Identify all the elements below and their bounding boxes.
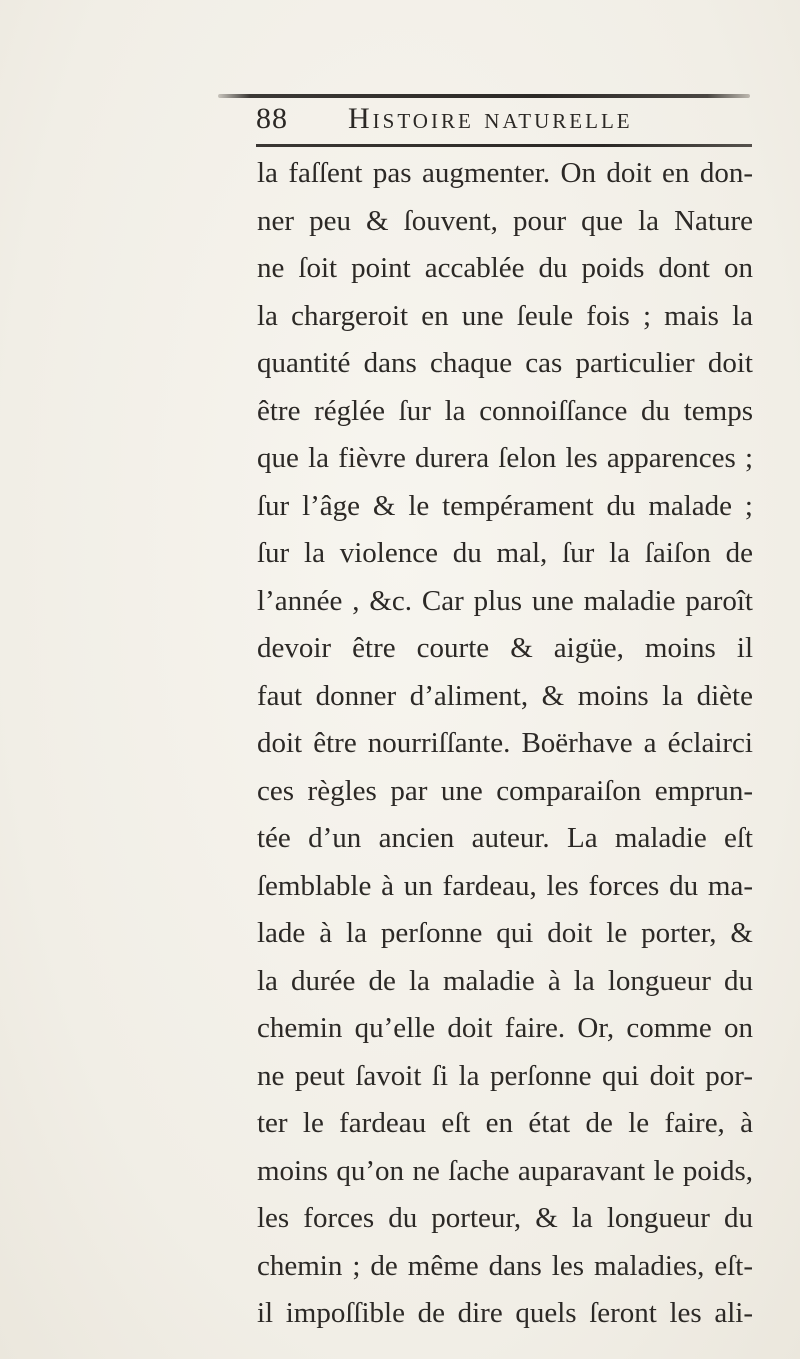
text-line: ſur l’âge & le tempérament du malade ; <box>257 489 753 522</box>
text-line: la chargeroit en une ſeule fois ; mais la <box>257 299 753 332</box>
text-line: la faſſent pas augmenter. On doit en don- <box>257 157 753 189</box>
page-header <box>256 102 726 142</box>
text-line: il impoſſible de dire quels ſeront les ali- <box>257 1297 753 1329</box>
text-line: quantité dans chaque cas particulier doit <box>257 347 753 379</box>
top-ink-rule <box>218 94 750 98</box>
text-line: doit être nourriſſante. Boërhave a éclairci <box>257 727 753 759</box>
header-rule <box>256 144 752 147</box>
text-line: chemin qu’elle doit faire. Or, comme on <box>257 1012 753 1044</box>
text-line: que la fièvre durera ſelon les apparences ; <box>257 442 753 474</box>
running-head: Histoire naturelle <box>348 102 633 135</box>
text-line: ces règles par une comparaiſon emprun- <box>257 774 753 807</box>
text-line: tée d’un ancien auteur. La maladie eſt <box>257 822 753 854</box>
text-line: ter le fardeau eſt en état de le faire, à <box>257 1107 753 1139</box>
text-line: lade à la perſonne qui doit le porter, & <box>257 917 753 949</box>
text-line: être réglée ſur la connoiſſance du temps <box>257 394 753 427</box>
text-line: ne ſoit point accablée du poids dont on <box>257 252 753 284</box>
text-line: devoir être courte & aigüe, moins il <box>257 632 753 664</box>
text-line: ſemblable à un fardeau, les forces du ma- <box>257 869 753 902</box>
text-line: ſur la violence du mal, ſur la ſaiſon de <box>257 537 753 569</box>
body-text <box>257 150 753 1338</box>
page-number: 88 <box>256 102 288 135</box>
text-line: moins qu’on ne ſache auparavant le poids, <box>257 1154 753 1187</box>
text-line: ner peu & ſouvent, pour que la Nature <box>257 204 753 237</box>
text-line: ne peut ſavoit ſi la perſonne qui doit por- <box>257 1059 753 1092</box>
text-line: faut donner d’aliment, & moins la diète <box>257 679 753 712</box>
text-line: la durée de la maladie à la longueur du <box>257 964 753 997</box>
text-line: les forces du porteur, & la longueur du <box>257 1202 753 1234</box>
text-line: chemin ; de même dans les maladies, eſt- <box>257 1249 753 1282</box>
text-line: l’année , &c. Car plus une maladie paroît <box>257 584 753 617</box>
